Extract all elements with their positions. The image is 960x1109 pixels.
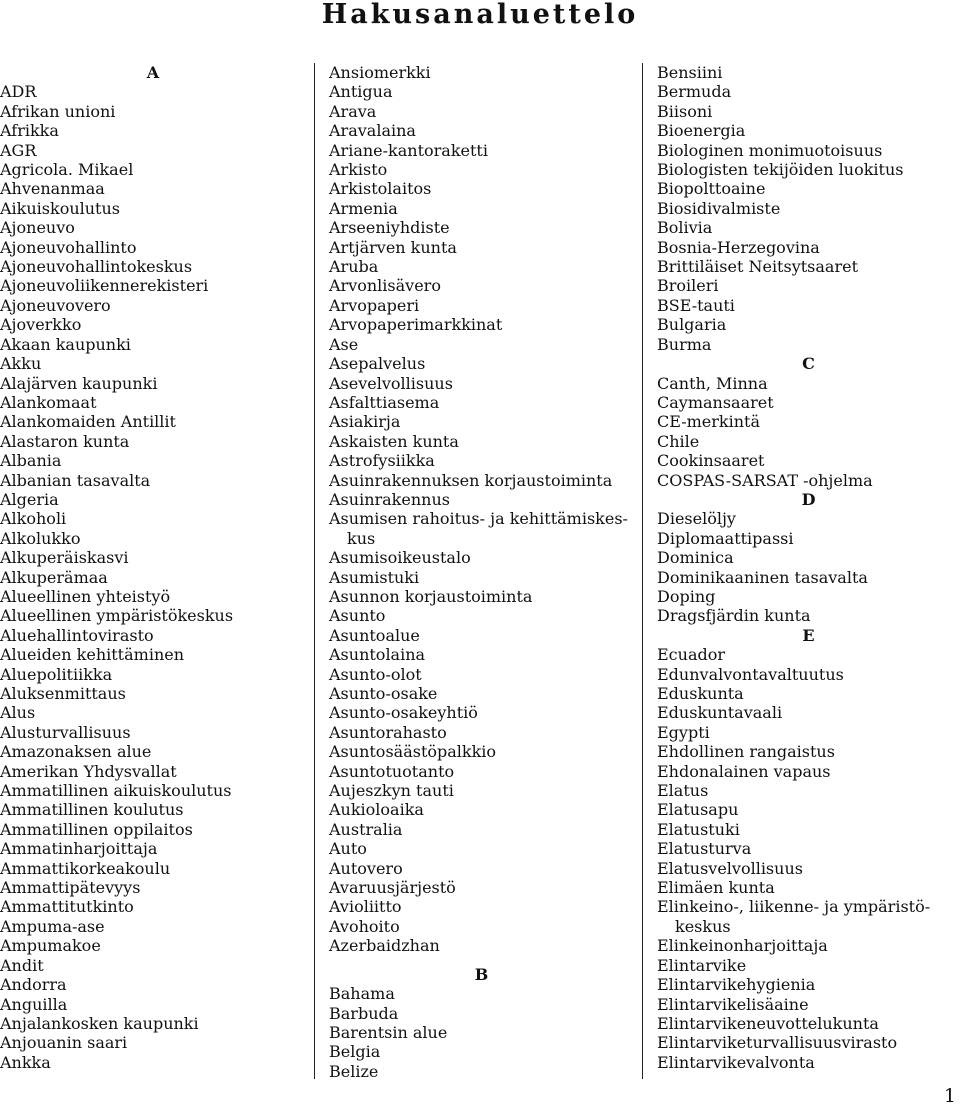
index-entry: Auto	[329, 839, 367, 859]
index-entry: Alueiden kehittäminen	[0, 645, 185, 665]
index-entry: Canth, Minna	[657, 373, 768, 393]
index-entry: Ase	[329, 334, 359, 354]
index-entry: Arvonlisävero	[329, 276, 441, 296]
index-entry: Avohoito	[329, 916, 400, 936]
index-letter-heading: A	[146, 63, 160, 82]
index-entry: Aluepolitiikka	[0, 664, 113, 684]
index-entry: CE-merkintä	[657, 412, 760, 432]
index-letter-heading: E	[802, 625, 815, 645]
index-entry: Elinkeinonharjoittaja	[657, 936, 828, 956]
index-entry: Alkuperämaa	[0, 567, 108, 587]
index-entry: Asunto	[329, 606, 386, 626]
index-entry: Avaruusjärjestö	[329, 878, 456, 898]
index-entry	[657, 897, 960, 936]
index-entry: Elintarvikeneuvottelukunta	[657, 1013, 879, 1033]
index-entry: Biologisten tekijöiden luokitus	[657, 160, 904, 180]
index-entry: Ammattipätevyys	[0, 878, 141, 898]
index-entry: Alankomaiden Antillit	[0, 412, 176, 432]
index-entry: Dominikaaninen tasavalta	[657, 567, 868, 587]
index-entry-text: Asumisen rahoitus- ja kehittämiskes-	[329, 509, 628, 529]
index-entry: Ajoneuvovero	[0, 295, 111, 315]
index-entry: Asevelvollisuus	[329, 373, 453, 393]
index-entry: Doping	[657, 586, 716, 606]
index-entry: Ariane-kantoraketti	[329, 140, 488, 160]
index-entry: Arkistolaitos	[329, 179, 432, 199]
index-entry: Aujeszkyn tauti	[329, 781, 454, 801]
index-entry: Asuntolaina	[329, 645, 426, 665]
index-entry: Arvopaperi	[329, 295, 420, 315]
index-entry: Dominica	[657, 548, 734, 568]
index-entry: Edunvalvontavaltuutus	[657, 664, 844, 684]
index-entry: Algeria	[0, 489, 59, 509]
index-entry: Alkolukko	[0, 528, 81, 548]
index-entry: Bensiini	[657, 63, 723, 82]
index-entry: Asiakirja	[329, 412, 401, 432]
index-entry: Alankomaat	[0, 392, 97, 412]
index-entry: Elatusvelvollisuus	[657, 858, 803, 878]
index-entry: Autovero	[329, 858, 403, 878]
index-entry: Afrikan unioni	[0, 101, 116, 121]
index-entry: Elatustuki	[657, 819, 740, 839]
index-entry: Albanian tasavalta	[0, 470, 151, 490]
index-entry: Alajärven kaupunki	[0, 373, 158, 393]
index-entry: Akaan kaupunki	[0, 334, 131, 354]
index-entry: Elintarvikehygienia	[657, 975, 816, 995]
index-entry: Ajoneuvoliikennerekisteri	[0, 276, 209, 296]
index-entry: Alueellinen ympäristökeskus	[0, 606, 234, 626]
index-entry: Arvopaperimarkkinat	[329, 315, 503, 335]
index-entry: Barbuda	[329, 1003, 399, 1023]
index-entry: Askaisten kunta	[329, 431, 459, 451]
index-entry: Biopolttoaine	[657, 179, 766, 199]
index-entry: Asumisoikeustalo	[329, 548, 471, 568]
index-entry: Akku	[0, 354, 42, 374]
index-entry: Agricola. Mikael	[0, 160, 134, 180]
index-entry: Ampumakoe	[0, 936, 101, 956]
index-entry: Alusturvallisuus	[0, 722, 131, 742]
index-entry: Arkisto	[329, 160, 388, 180]
index-entry: Elatus	[657, 781, 709, 801]
index-entry: Broileri	[657, 276, 719, 296]
index-entry: Alueellinen yhteistyö	[0, 586, 171, 606]
index-entry: Barentsin alue	[329, 1022, 448, 1042]
spacer	[329, 956, 634, 965]
index-entry: Aikuiskoulutus	[0, 198, 120, 218]
index-entry: Amazonaksen alue	[0, 742, 152, 762]
index-entry: Elatusturva	[657, 839, 752, 859]
index-entry: Biosidivalmiste	[657, 198, 781, 218]
index-entry: Alkuperäiskasvi	[0, 548, 129, 568]
index-entry-text: Elinkeino-, liikenne- ja ympäristö-	[657, 897, 931, 917]
index-entry: Armenia	[329, 198, 398, 218]
index-entry: Chile	[657, 431, 700, 451]
index-letter-heading: D	[801, 489, 816, 509]
index-entry: Bosnia-Herzegovina	[657, 237, 820, 257]
index-entry: Ammatillinen oppilaitos	[0, 819, 193, 839]
index-entry: Amerikan Yhdysvallat	[0, 761, 177, 781]
index-entry: Ehdollinen rangaistus	[657, 742, 835, 762]
index-entry: Bahama	[329, 984, 395, 1004]
index-entry: Anjalankosken kaupunki	[0, 1013, 199, 1033]
index-entry: Avioliitto	[329, 897, 402, 917]
index-entry: Azerbaidzhan	[329, 936, 440, 956]
index-entry: COSPAS-SARSAT -ohjelma	[657, 470, 873, 490]
index-entry: Biisoni	[657, 101, 713, 121]
index-entry: ADR	[0, 82, 37, 102]
index-entry: Asunto-osakeyhtiö	[329, 703, 478, 723]
index-entry: Belgia	[329, 1042, 381, 1062]
index-entry	[329, 509, 634, 548]
index-entry: Ajoneuvohallinto	[0, 237, 137, 257]
index-entry: Asuinrakennus	[329, 489, 450, 509]
index-entry: Biologinen monimuotoisuus	[657, 140, 883, 160]
index-entry: Elatusapu	[657, 800, 739, 820]
index-entry: Andit	[0, 955, 44, 975]
index-entry: Arava	[329, 101, 377, 121]
index-entry: Albania	[0, 451, 62, 471]
index-entry: Astrofysiikka	[329, 451, 435, 471]
index-entry: Arseeniyhdiste	[329, 218, 450, 238]
index-entry: Aukioloaika	[329, 800, 424, 820]
index-entry: Asunto-olot	[329, 664, 422, 684]
index-entry: Alastaron kunta	[0, 431, 130, 451]
index-entry: Cookinsaaret	[657, 451, 765, 471]
index-entry: Ammatillinen koulutus	[0, 800, 184, 820]
index-entry: Aluehallintovirasto	[0, 625, 154, 645]
index-entry: Ajoneuvohallintokeskus	[0, 257, 193, 277]
index-entry: Burma	[657, 334, 712, 354]
index-entry: BSE-tauti	[657, 295, 735, 315]
index-entry: Asuinrakennuksen korjaustoiminta	[329, 470, 613, 490]
index-entry: Eduskuntavaali	[657, 703, 783, 723]
index-column-2	[329, 63, 643, 1079]
index-entry: Ajoverkko	[0, 315, 82, 335]
index-entry: Ecuador	[657, 645, 726, 665]
page-number: 1	[943, 1085, 956, 1107]
index-entry: Artjärven kunta	[329, 237, 457, 257]
index-entry: Australia	[329, 819, 403, 839]
index-entry: Ehdonalainen vapaus	[657, 761, 831, 781]
index-entry: Asfalttiasema	[329, 392, 440, 412]
index-entry: Elintarvikelisäaine	[657, 994, 809, 1014]
index-entry: Asunto-osake	[329, 684, 438, 703]
index-entry: Asepalvelus	[329, 354, 426, 374]
index-entry: Brittiläiset Neitsytsaaret	[657, 257, 858, 277]
index-entry: Elintarviketurvallisuusvirasto	[657, 1033, 898, 1053]
index-entry: Aravalaina	[329, 121, 416, 141]
index-entry: Ajoneuvo	[0, 218, 75, 238]
index-entry: Ammatillinen aikuiskoulutus	[0, 781, 232, 801]
index-entry: Ammatinharjoittaja	[0, 839, 158, 859]
index-entry: Ahvenanmaa	[0, 179, 105, 199]
index-letter-heading: B	[474, 964, 489, 984]
index-entry: Ammattitutkinto	[0, 897, 134, 917]
index-letter-heading: C	[802, 354, 815, 374]
index-entry: Ammattikorkeakoulu	[0, 858, 171, 878]
index-entry: Asuntoalue	[329, 625, 420, 645]
index-entry: Elimäen kunta	[657, 878, 775, 898]
index-entry: Anjouanin saari	[0, 1033, 128, 1053]
index-entry-continuation: keskus	[675, 916, 731, 936]
index-entry: Bolivia	[657, 218, 713, 238]
index-entry: Afrikka	[0, 121, 59, 141]
index-entry: Anguilla	[0, 994, 68, 1014]
index-entry: Diplomaattipassi	[657, 528, 794, 548]
index-entry: Aluksenmittaus	[0, 684, 126, 703]
index-entry: Andorra	[0, 975, 67, 995]
index-column-3	[657, 63, 960, 1079]
index-entry: Bioenergia	[657, 121, 746, 141]
index-entry: Asumistuki	[329, 567, 420, 587]
index-entry: Dragsfjärdin kunta	[657, 606, 811, 626]
index-entry: Ansiomerkki	[329, 63, 431, 82]
index-entry: Elintarvike	[657, 955, 747, 975]
index-entry: Ampuma-ase	[0, 916, 105, 936]
index-entry: Ankka	[0, 1052, 51, 1072]
index-entry: Egypti	[657, 722, 710, 742]
index-entry: Asuntorahasto	[329, 722, 447, 742]
index-entry: Eduskunta	[657, 684, 744, 703]
index-entry: Bermuda	[657, 82, 732, 102]
page-title: Hakusanaluettelo	[321, 0, 639, 30]
index-entry: Alus	[0, 703, 36, 723]
index-entry: Dieselöljy	[657, 509, 736, 529]
index-entry: Bulgaria	[657, 315, 727, 335]
index-entry: Alkoholi	[0, 509, 67, 529]
index-entry-continuation: kus	[347, 528, 376, 548]
index-column-1	[0, 63, 315, 1079]
index-entry: Belize	[329, 1061, 379, 1081]
index-entry: Asuntotuotanto	[329, 761, 455, 781]
index-entry: Antigua	[329, 82, 393, 102]
index-entry: AGR	[0, 140, 37, 160]
index-entry: Aruba	[329, 257, 379, 277]
index-entry: Asuntosäästöpalkkio	[329, 742, 497, 762]
index-entry: Caymansaaret	[657, 392, 774, 412]
index-entry: Asunnon korjaustoiminta	[329, 586, 533, 606]
index-entry: Elintarvikevalvonta	[657, 1052, 815, 1072]
